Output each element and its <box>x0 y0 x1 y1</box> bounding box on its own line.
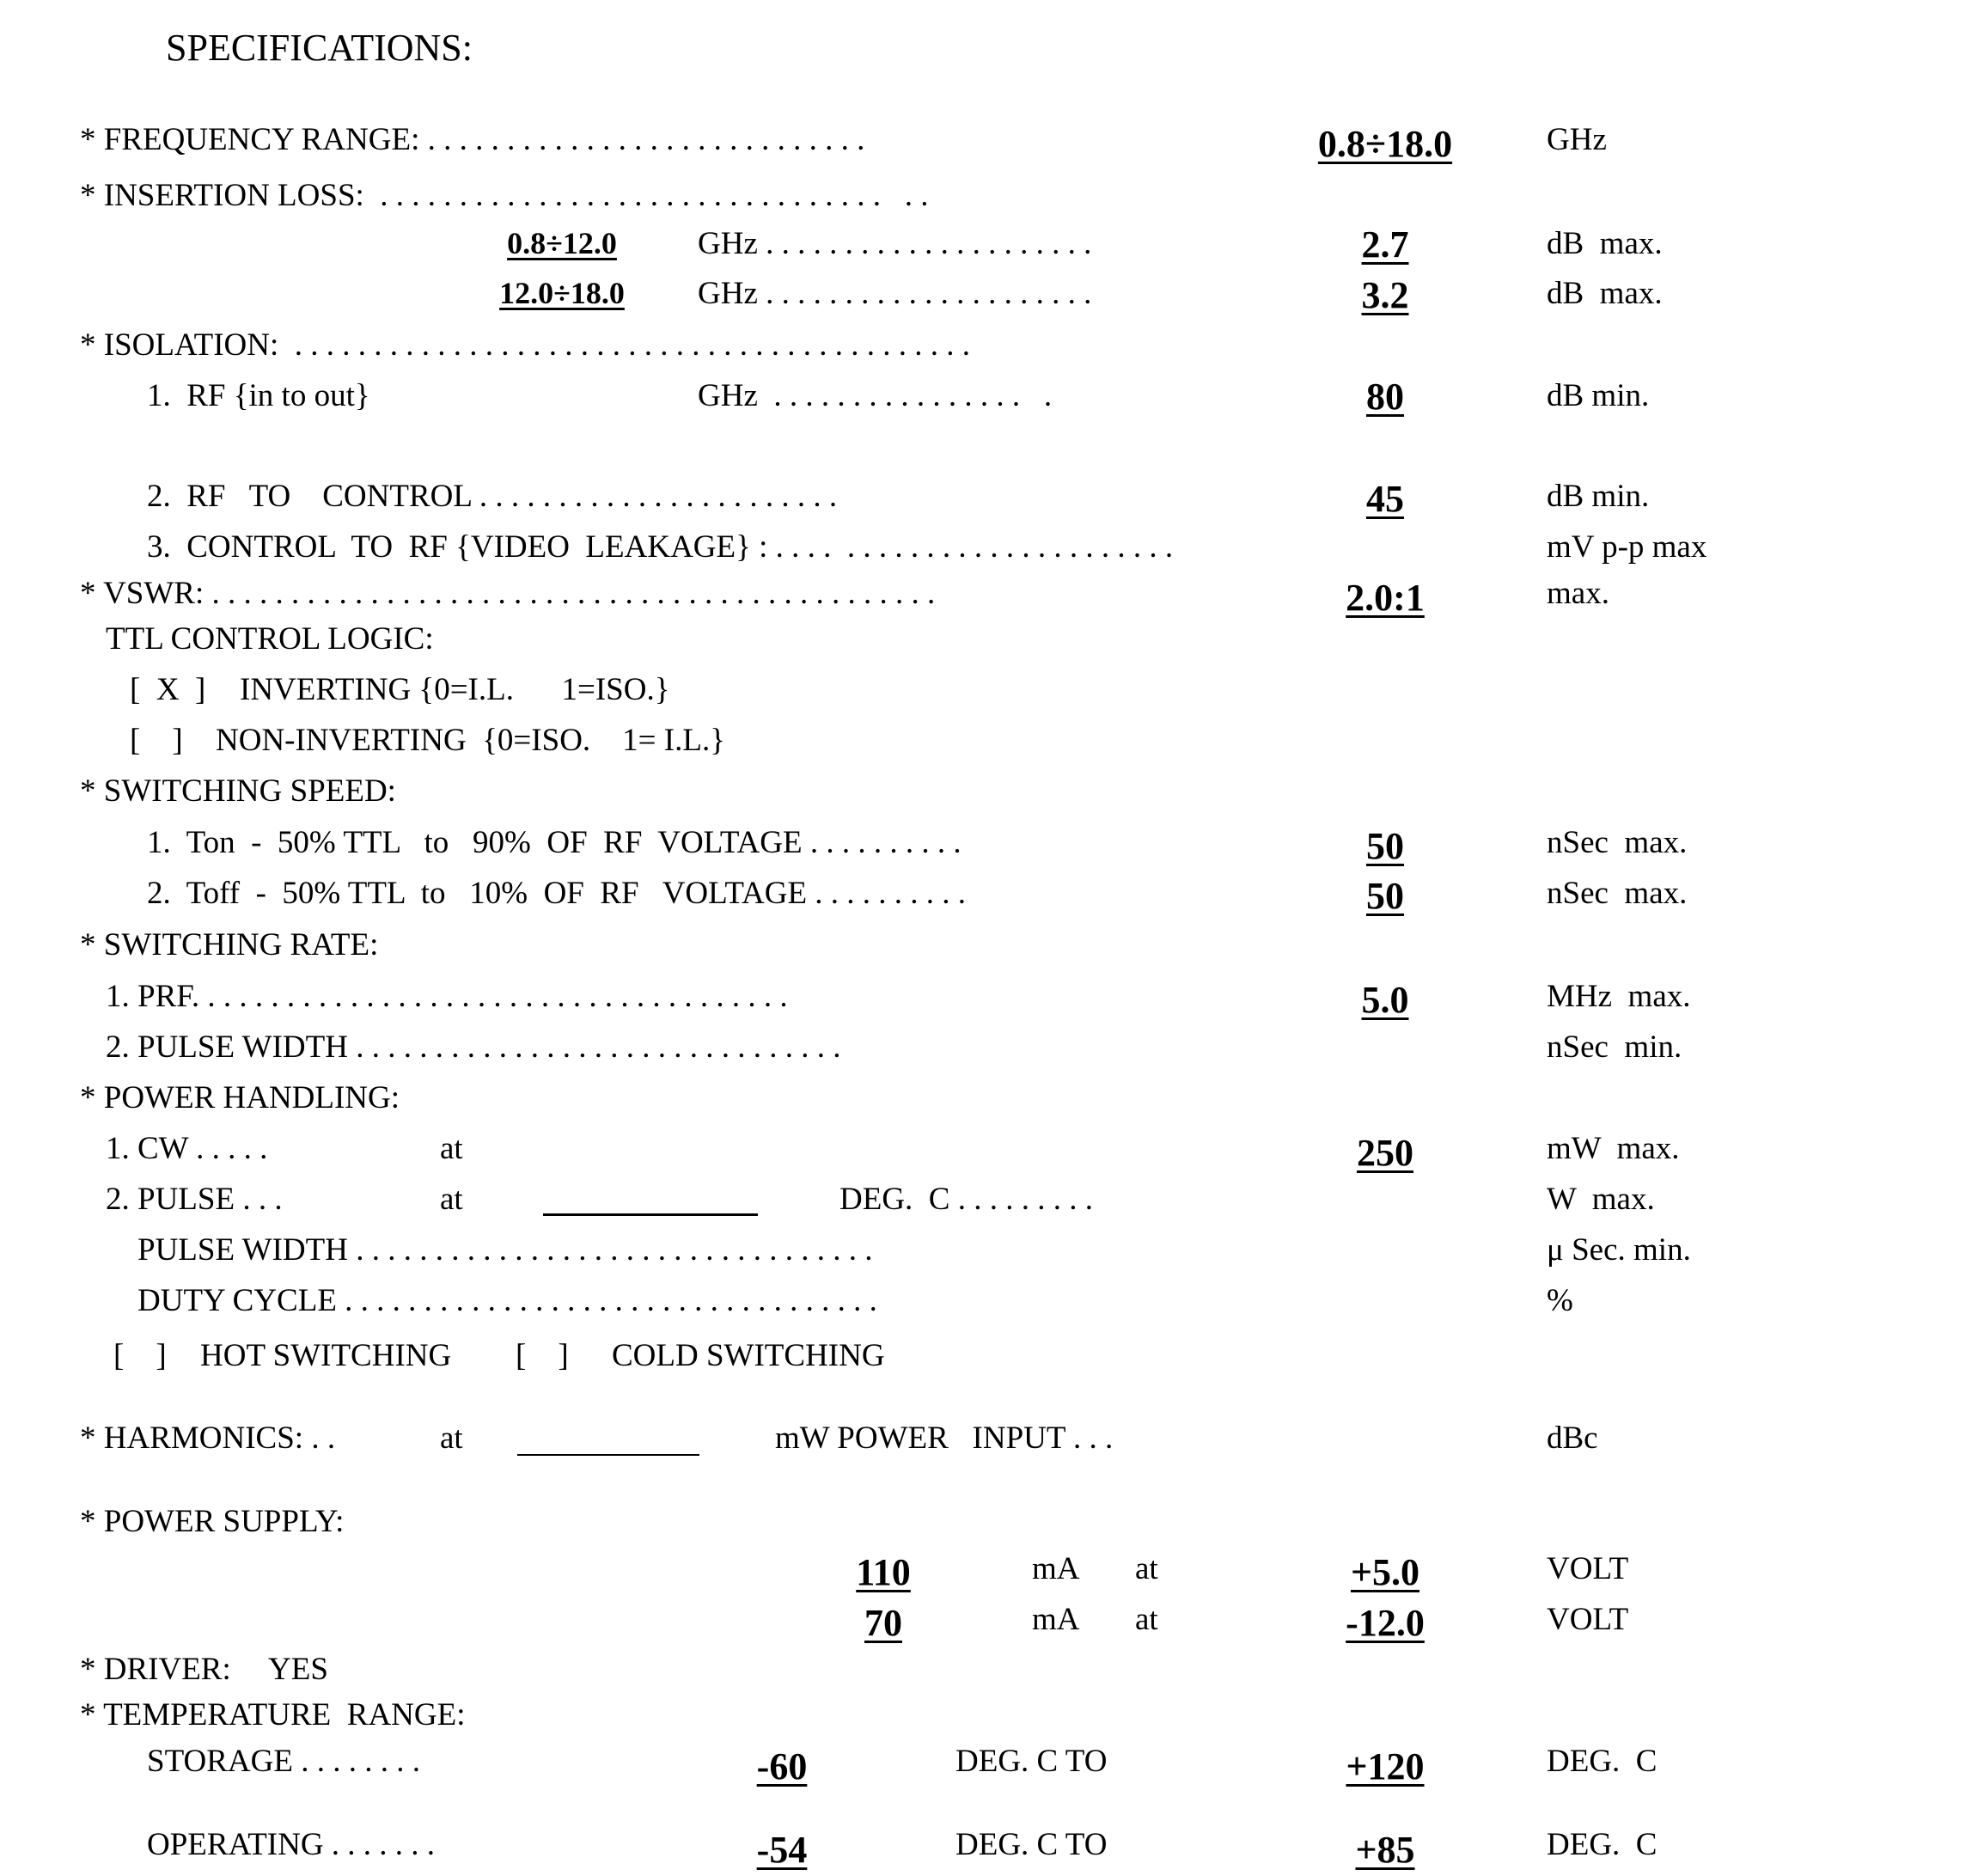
cw-unit: mW max. <box>1547 1131 1680 1166</box>
ton-label: 1. Ton - 50% TTL to 90% OF RF VOLTAGE . . . . . . . . . . <box>147 825 962 860</box>
toff-value: 50 <box>1366 875 1404 917</box>
switching-rate-label: * SWITCHING RATE: <box>80 927 379 962</box>
isolation-video-leakage-unit: mV p-p max <box>1547 529 1707 565</box>
prf-unit: MHz max. <box>1547 979 1691 1014</box>
frequency-range-unit: GHz <box>1547 122 1607 157</box>
power-supply-unit-2: VOLT <box>1547 1602 1629 1637</box>
power-supply-voltage-1: +5.0 <box>1350 1551 1420 1593</box>
pulse-deg-label: DEG. C . . . . . . . . . <box>839 1182 1093 1217</box>
prf-value: 5.0 <box>1361 979 1409 1021</box>
ton-unit: nSec max. <box>1547 825 1688 860</box>
operating-max: +85 <box>1355 1829 1415 1871</box>
insertion-loss-unit-1: dB max. <box>1547 226 1663 261</box>
driver-label: * DRIVER: <box>80 1652 231 1687</box>
insertion-loss-ghz-1: GHz . . . . . . . . . . . . . . . . . . . . . <box>698 226 1092 261</box>
power-supply-current-1: 110 <box>856 1551 911 1593</box>
pulse-width-label: PULSE WIDTH . . . . . . . . . . . . . . . . . . . . . . . . . . . . . . . . . <box>137 1232 873 1268</box>
cw-value: 250 <box>1357 1132 1413 1174</box>
frequency-range-value: 0.8÷18.0 <box>1317 123 1453 165</box>
insertion-loss-value-1: 2.7 <box>1361 223 1409 266</box>
vswr-value: 2.0:1 <box>1346 577 1425 619</box>
harmonics-power-blank <box>517 1454 699 1456</box>
inverting-checkbox: [ X ] <box>130 672 206 707</box>
power-handling-label: * POWER HANDLING: <box>80 1080 400 1115</box>
power-supply-ma-2: mA <box>1032 1602 1080 1637</box>
harmonics-label: * HARMONICS: . . <box>80 1421 336 1456</box>
storage-min: -60 <box>756 1745 808 1787</box>
vswr-unit: max. <box>1547 576 1609 611</box>
frequency-range-label: * FREQUENCY RANGE: . . . . . . . . . . . . . . . . . . . . . . . . . . . . <box>80 122 865 157</box>
storage-unit: DEG. C <box>1547 1744 1657 1779</box>
storage-max: +120 <box>1346 1745 1425 1787</box>
isolation-rf-in-out-value: 80 <box>1366 376 1404 418</box>
cw-label: 1. CW . . . . . <box>106 1131 268 1166</box>
operating-to: DEG. C TO <box>955 1827 1108 1862</box>
isolation-rf-control-label: 2. RF TO CONTROL . . . . . . . . . . . . . . . . . . . . . . . <box>147 479 838 514</box>
power-supply-at-1: at <box>1135 1551 1158 1586</box>
duty-cycle-unit: % <box>1547 1283 1573 1318</box>
harmonics-unit: dBc <box>1547 1421 1598 1456</box>
harmonics-input-label: mW POWER INPUT . . . <box>775 1421 1114 1456</box>
page-title: SPECIFICATIONS: <box>166 27 473 69</box>
pulse-label: 2. PULSE . . . <box>106 1182 283 1217</box>
insertion-loss-unit-2: dB max. <box>1547 276 1663 311</box>
ton-value: 50 <box>1366 825 1404 867</box>
cold-switching-label: COLD SWITCHING <box>612 1338 885 1373</box>
insertion-loss-ghz-2: GHz . . . . . . . . . . . . . . . . . . . . . <box>698 276 1092 311</box>
power-supply-at-2: at <box>1135 1602 1158 1637</box>
duty-cycle-label: DUTY CYCLE . . . . . . . . . . . . . . . . . . . . . . . . . . . . . . . . . . <box>137 1283 877 1318</box>
inverting-label: INVERTING {0=I.L. 1=ISO.} <box>240 672 670 707</box>
isolation-rf-in-out-label: 1. RF {in to out} <box>147 378 370 413</box>
pulse-width-rate-label: 2. PULSE WIDTH . . . . . . . . . . . . . . . . . . . . . . . . . . . . . . . <box>106 1030 841 1065</box>
isolation-video-leakage-label: 3. CONTROL TO RF {VIDEO LEAKAGE} : . . . . . . . . . . . . . . . . . . . . . . . . . <box>147 529 1174 565</box>
pulse-width-rate-unit: nSec min. <box>1547 1030 1682 1065</box>
insertion-loss-value-2: 3.2 <box>1361 274 1409 316</box>
isolation-rf-in-out-ghz: GHz . . . . . . . . . . . . . . . . . <box>698 378 1053 413</box>
insertion-loss-band-2: 12.0÷18.0 <box>499 276 625 310</box>
toff-unit: nSec max. <box>1547 876 1688 911</box>
insertion-loss-label: * INSERTION LOSS: . . . . . . . . . . . . . . . . . . . . . . . . . . . . . . . . . . <box>80 178 929 213</box>
ttl-control-logic-label: TTL CONTROL LOGIC: <box>106 621 434 657</box>
non-inverting-label: NON-INVERTING {0=ISO. 1= I.L.} <box>216 723 725 758</box>
prf-label: 1. PRF. . . . . . . . . . . . . . . . . . . . . . . . . . . . . . . . . . . . . . <box>106 979 788 1014</box>
pulse-width-unit: μ Sec. min. <box>1547 1232 1691 1268</box>
storage-label: STORAGE . . . . . . . . <box>147 1744 420 1779</box>
cold-switching-checkbox: [ ] <box>516 1338 569 1373</box>
isolation-rf-in-out-unit: dB min. <box>1547 378 1650 413</box>
hot-switching-label: HOT SWITCHING <box>200 1338 452 1373</box>
cw-at: at <box>440 1131 463 1166</box>
driver-value: YES <box>268 1652 328 1687</box>
vswr-label: * VSWR: . . . . . . . . . . . . . . . . . . . . . . . . . . . . . . . . . . . . . . . . . . . . . . <box>80 576 936 611</box>
storage-to: DEG. C TO <box>955 1744 1108 1779</box>
isolation-rf-control-unit: dB min. <box>1547 479 1650 514</box>
isolation-label: * ISOLATION: . . . . . . . . . . . . . . . . . . . . . . . . . . . . . . . . . . . . . . . . . . . <box>80 327 970 363</box>
power-supply-label: * POWER SUPPLY: <box>80 1504 345 1539</box>
operating-label: OPERATING . . . . . . . <box>147 1827 436 1862</box>
power-supply-unit-1: VOLT <box>1547 1551 1629 1586</box>
pulse-unit: W max. <box>1547 1182 1655 1217</box>
pulse-temperature-blank <box>543 1213 758 1216</box>
temperature-range-label: * TEMPERATURE RANGE: <box>80 1697 466 1732</box>
hot-switching-checkbox: [ ] <box>113 1338 167 1373</box>
harmonics-at: at <box>440 1421 463 1456</box>
power-supply-current-2: 70 <box>864 1602 902 1644</box>
switching-speed-label: * SWITCHING SPEED: <box>80 773 396 809</box>
operating-min: -54 <box>756 1829 808 1871</box>
power-supply-ma-1: mA <box>1032 1551 1080 1586</box>
power-supply-voltage-2: -12.0 <box>1346 1602 1425 1644</box>
operating-unit: DEG. C <box>1547 1827 1657 1862</box>
insertion-loss-band-1: 0.8÷12.0 <box>507 226 617 260</box>
non-inverting-checkbox: [ ] <box>130 723 183 758</box>
isolation-rf-control-value: 45 <box>1366 478 1404 520</box>
toff-label: 2. Toff - 50% TTL to 10% OF RF VOLTAGE . . . . . . . . . . <box>147 876 967 911</box>
pulse-at: at <box>440 1182 463 1217</box>
